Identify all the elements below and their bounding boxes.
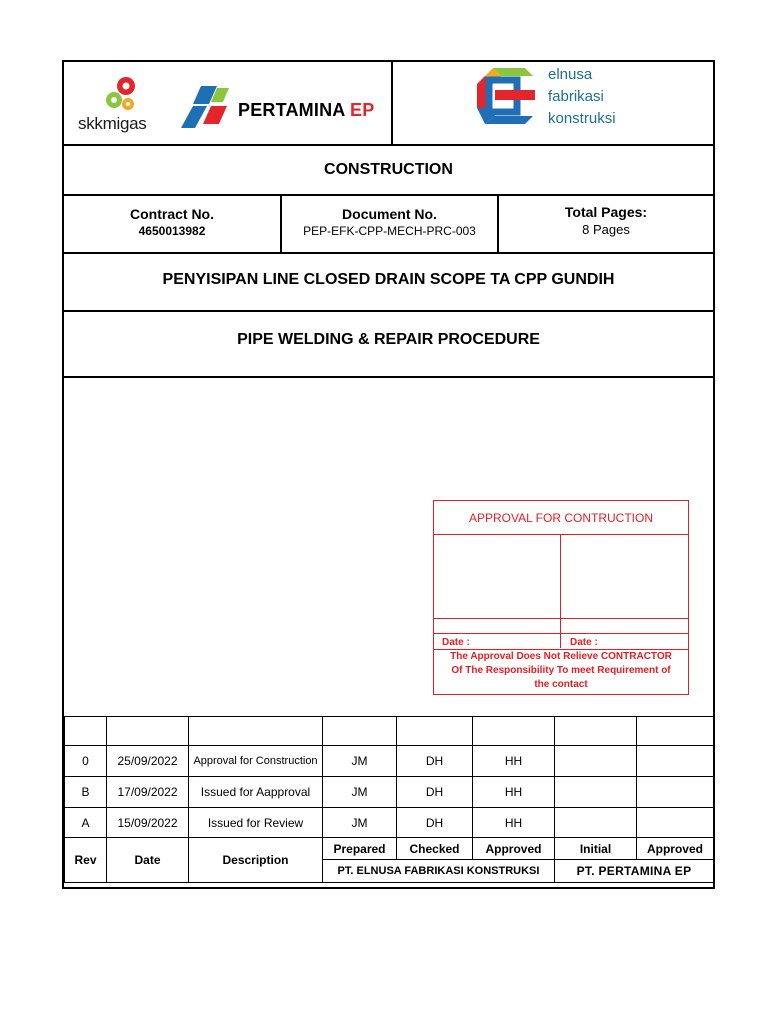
table-cell bbox=[473, 717, 555, 746]
header-date: Date bbox=[107, 838, 189, 883]
checked-cell: DH bbox=[397, 777, 473, 808]
table-cell bbox=[397, 717, 473, 746]
table-row bbox=[65, 777, 714, 808]
description-cell: Issued for Review bbox=[189, 808, 323, 838]
document-number-cell bbox=[282, 196, 497, 252]
table-cell bbox=[555, 717, 637, 746]
owner-company: PT. PERTAMINA EP bbox=[555, 860, 714, 883]
pertamina-logo-icon bbox=[179, 84, 231, 130]
table-cell bbox=[65, 717, 107, 746]
client-logos bbox=[64, 62, 391, 146]
pages-label: Total Pages: bbox=[564, 204, 648, 220]
header-rev: Rev bbox=[65, 838, 107, 883]
prepared-cell: JM bbox=[323, 746, 397, 777]
table-row bbox=[65, 808, 714, 838]
document-value: PEP-EFK-CPP-MECH-PRC-003 bbox=[303, 224, 476, 238]
prepared-cell: JM bbox=[323, 808, 397, 838]
header-approved: Approved bbox=[473, 838, 555, 860]
stamp-note-line-2: Of The Responsibility To meet Requirement of bbox=[451, 665, 671, 676]
initial-cell bbox=[555, 746, 637, 777]
contract-label: Contract No. bbox=[130, 206, 214, 222]
rev-cell: B bbox=[65, 777, 107, 808]
table-row bbox=[65, 746, 714, 777]
header-description: Description bbox=[189, 838, 323, 883]
date-cell: 15/09/2022 bbox=[107, 808, 189, 838]
header-checked: Checked bbox=[397, 838, 473, 860]
approved-cell: HH bbox=[473, 746, 555, 777]
stamp-divider bbox=[560, 535, 561, 648]
total-pages-cell bbox=[499, 196, 713, 252]
table-cell bbox=[323, 717, 397, 746]
header-prepared: Prepared bbox=[323, 838, 397, 860]
stamp-note-line-3: the contact bbox=[534, 679, 588, 690]
contractor-company: PT. ELNUSA FABRIKASI KONSTRUKSI bbox=[323, 860, 555, 883]
table-header-row bbox=[65, 838, 714, 860]
owner-approved-cell bbox=[637, 746, 714, 777]
contract-cell bbox=[64, 196, 280, 252]
rev-cell: A bbox=[65, 808, 107, 838]
elnusa-line-1: elnusa bbox=[548, 66, 593, 83]
elnusa-wordmark bbox=[548, 64, 616, 130]
revision-table bbox=[64, 716, 714, 883]
skkmigas-logo-icon bbox=[94, 72, 144, 116]
pertamina-wordmark bbox=[238, 100, 374, 121]
document-info-row bbox=[64, 196, 713, 254]
description-cell: Approval for Construction bbox=[189, 746, 323, 777]
document-label: Document No. bbox=[342, 206, 437, 222]
stamp-line-1 bbox=[434, 618, 688, 619]
elnusa-logo-icon bbox=[475, 66, 537, 126]
section-title: CONSTRUCTION bbox=[64, 146, 713, 196]
approval-stamp bbox=[433, 500, 689, 695]
initial-cell bbox=[555, 777, 637, 808]
checked-cell: DH bbox=[397, 808, 473, 838]
elnusa-line-3: konstruksi bbox=[548, 110, 616, 127]
table-cell bbox=[107, 717, 189, 746]
stamp-title: APPROVAL FOR CONTRUCTION bbox=[434, 501, 688, 535]
stamp-note-line-1: The Approval Does Not Relieve CONTRACTOR bbox=[450, 651, 672, 662]
document-cover-sheet bbox=[62, 60, 715, 889]
pages-value: 8 Pages bbox=[582, 222, 630, 237]
prepared-cell: JM bbox=[323, 777, 397, 808]
rev-cell: 0 bbox=[65, 746, 107, 777]
approved-cell: HH bbox=[473, 777, 555, 808]
document-title: PIPE WELDING & REPAIR PROCEDURE bbox=[64, 312, 713, 378]
initial-cell bbox=[555, 808, 637, 838]
description-cell: Issued for Aapproval bbox=[189, 777, 323, 808]
owner-approved-cell bbox=[637, 808, 714, 838]
project-title: PENYISIPAN LINE CLOSED DRAIN SCOPE TA CPP GUNDIH bbox=[64, 254, 713, 312]
skkmigas-wordmark: skkmigas bbox=[78, 114, 147, 133]
stamp-line-2 bbox=[434, 633, 688, 634]
stamp-date-right: Date : bbox=[570, 637, 598, 648]
pertamina-name: PERTAMINA bbox=[238, 100, 345, 120]
table-cell bbox=[637, 717, 714, 746]
date-cell: 17/09/2022 bbox=[107, 777, 189, 808]
stamp-note bbox=[434, 650, 688, 692]
contract-value: 4650013982 bbox=[138, 224, 206, 238]
approved-cell: HH bbox=[473, 808, 555, 838]
pertamina-ep: EP bbox=[350, 100, 375, 120]
table-row-empty bbox=[65, 717, 714, 746]
elnusa-line-2: fabrikasi bbox=[548, 88, 604, 105]
table-cell bbox=[189, 717, 323, 746]
date-cell: 25/09/2022 bbox=[107, 746, 189, 777]
logo-header bbox=[64, 62, 713, 146]
header-owner-approved: Approved bbox=[637, 838, 714, 860]
owner-approved-cell bbox=[637, 777, 714, 808]
header-initial: Initial bbox=[555, 838, 637, 860]
checked-cell: DH bbox=[397, 746, 473, 777]
contractor-logo bbox=[393, 62, 713, 146]
stamp-date-left: Date : bbox=[442, 637, 470, 648]
